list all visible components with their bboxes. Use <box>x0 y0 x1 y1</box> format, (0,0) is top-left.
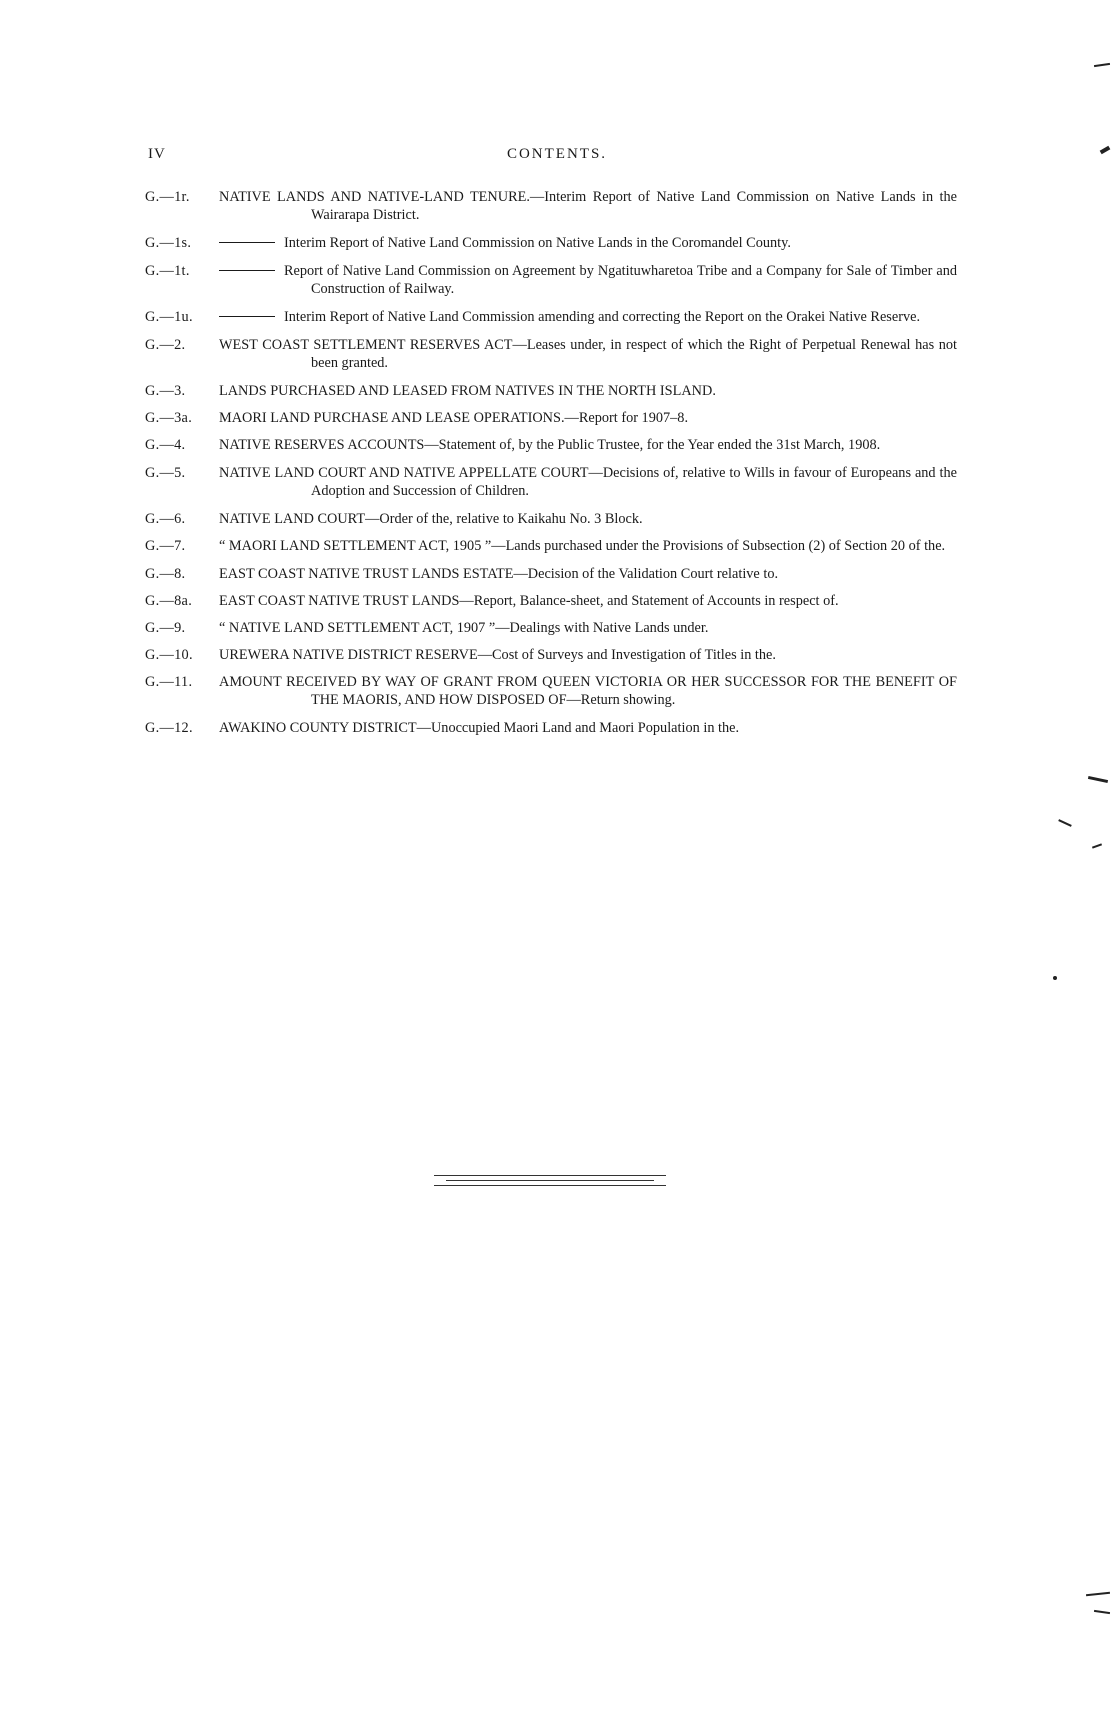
entry-text <box>219 262 957 298</box>
entry-text-body: Interim Report of Native Land Commission on Native Lands in the Coromandel County. <box>284 235 791 251</box>
contents-entry <box>145 262 957 298</box>
page-number: IV <box>148 146 166 162</box>
contents-entry <box>145 436 957 454</box>
entry-text: “ MAORI LAND SETTLEMENT ACT, 1905 ”—Lands purchased under the Provisions of Subsection (2) of Section 20 of the. <box>219 538 946 554</box>
contents-list <box>145 188 957 737</box>
contents-entry <box>145 308 957 326</box>
entry-code: G.—4. <box>145 437 186 453</box>
entry-code: G.—6. <box>145 511 186 527</box>
closing-rule <box>434 1175 666 1190</box>
entry-code: G.—1t. <box>145 263 190 279</box>
scan-mark <box>1086 1592 1110 1596</box>
page-title: CONTENTS. <box>506 146 608 162</box>
entry-code: G.—8a. <box>145 593 193 609</box>
contents-entry <box>145 619 957 637</box>
entry-text-body: Report of Native Land Commission on Agreement by Ngatituwharetoa Tribe and a Company for Sale of Timber and Construction of Railway. <box>284 263 957 297</box>
entry-code: G.—5. <box>145 465 186 481</box>
contents-entry <box>145 382 957 400</box>
contents-entry <box>145 565 957 583</box>
entry-code: G.—10. <box>145 647 193 663</box>
entry-text: NATIVE LAND COURT AND NATIVE APPELLATE COURT—Decisions of, relative to Wills in favour of Europeans and the Adoption and Succession of Children. <box>219 465 957 499</box>
entry-code: G.—11. <box>145 674 193 690</box>
scan-mark <box>1053 976 1057 980</box>
ditto-dash <box>219 242 275 243</box>
entry-text: EAST COAST NATIVE TRUST LANDS—Report, Balance-sheet, and Statement of Accounts in respect of. <box>219 593 839 609</box>
scan-mark <box>1058 819 1072 827</box>
entry-text: NATIVE LAND COURT—Order of the, relative to Kaikahu No. 3 Block. <box>219 511 643 527</box>
entry-text: AMOUNT RECEIVED BY WAY OF GRANT FROM QUEEN VICTORIA OR HER SUCCESSOR FOR THE BENEFIT OF THE MAORIS, AND HOW DISPOSED OF—Return showing. <box>219 674 957 708</box>
contents-entry <box>145 673 957 709</box>
entry-code: G.—1r. <box>145 189 190 205</box>
rule-line <box>434 1185 666 1186</box>
scan-mark <box>1094 1610 1110 1614</box>
entry-text: “ NATIVE LAND SETTLEMENT ACT, 1907 ”—Dealings with Native Lands under. <box>219 620 709 636</box>
entry-text: UREWERA NATIVE DISTRICT RESERVE—Cost of Surveys and Investigation of Titles in the. <box>219 647 776 663</box>
entry-text: AWAKINO COUNTY DISTRICT—Unoccupied Maori Land and Maori Population in the. <box>219 720 740 736</box>
ditto-dash <box>219 270 275 271</box>
entry-code: G.—1s. <box>145 235 192 251</box>
entry-text: NATIVE LANDS AND NATIVE-LAND TENURE.—Interim Report of Native Land Commission on Native Lands in the Wairarapa District. <box>219 189 957 223</box>
entry-text: NATIVE RESERVES ACCOUNTS—Statement of, by the Public Trustee, for the Year ended the 31st March, 1908. <box>219 437 881 453</box>
contents-entry <box>145 510 957 528</box>
entry-text: MAORI LAND PURCHASE AND LEASE OPERATIONS.—Report for 1907–8. <box>219 410 689 426</box>
contents-entry <box>145 592 957 610</box>
entry-code: G.—1u. <box>145 309 193 325</box>
entry-code: G.—12. <box>145 720 193 736</box>
contents-entry <box>145 537 957 555</box>
ditto-dash <box>219 316 275 317</box>
contents-entry <box>145 646 957 664</box>
entry-code: G.—3. <box>145 383 186 399</box>
scan-mark <box>1094 63 1110 67</box>
scan-mark <box>1088 776 1108 783</box>
entry-text: EAST COAST NATIVE TRUST LANDS ESTATE—Decision of the Validation Court relative to. <box>219 566 779 582</box>
rule-line <box>434 1175 666 1176</box>
entry-text-body: Interim Report of Native Land Commission amending and correcting the Report on the Orakei Native Reserve. <box>284 309 921 325</box>
entry-text: LANDS PURCHASED AND LEASED FROM NATIVES IN THE NORTH ISLAND. <box>219 383 716 399</box>
entry-code: G.—7. <box>145 538 186 554</box>
entry-text: WEST COAST SETTLEMENT RESERVES ACT—Leases under, in respect of which the Right of Perpetual Renewal has not been granted. <box>219 337 957 371</box>
entry-code: G.—2. <box>145 337 186 353</box>
contents-entry <box>145 409 957 427</box>
scan-mark <box>1092 843 1102 848</box>
contents-entry <box>145 464 957 500</box>
entry-code: G.—9. <box>145 620 186 636</box>
entry-code: G.—8. <box>145 566 186 582</box>
entry-code: G.—3a. <box>145 410 193 426</box>
contents-entry <box>145 188 957 224</box>
entry-text <box>219 308 957 326</box>
contents-entry <box>145 719 957 737</box>
contents-entry <box>145 234 957 252</box>
entry-text <box>219 234 957 252</box>
rule-line <box>446 1180 654 1181</box>
contents-entry <box>145 336 957 372</box>
